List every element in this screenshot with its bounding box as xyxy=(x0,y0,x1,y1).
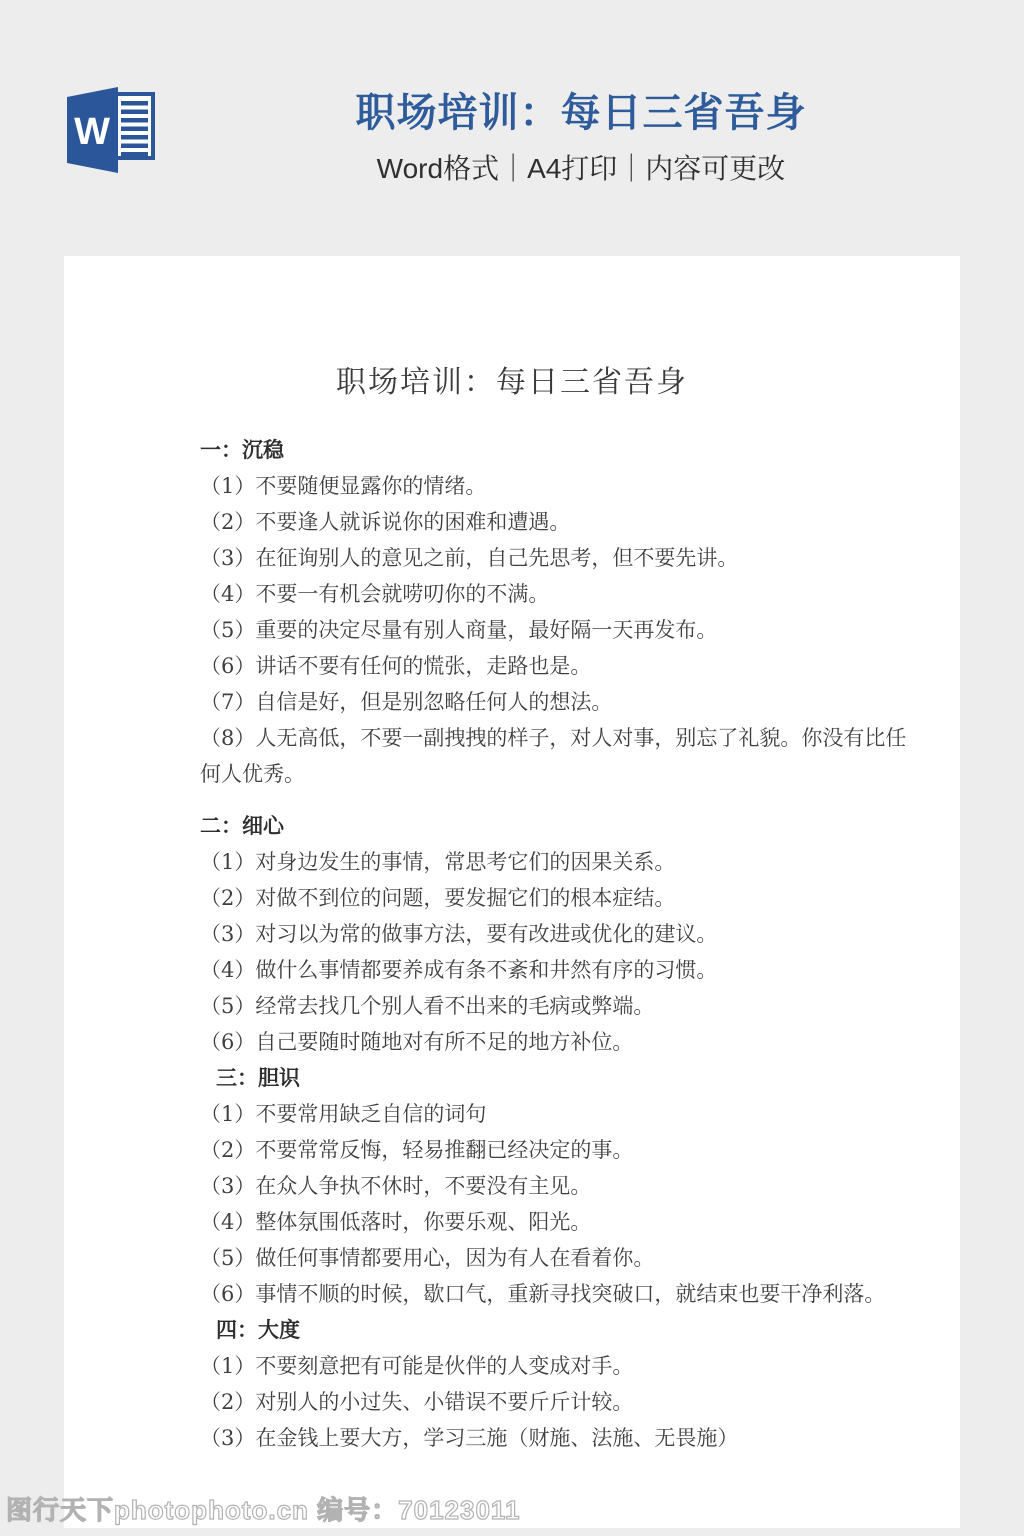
section-xixin xyxy=(200,808,912,1060)
doc-item: （1）不要刻意把有可能是伙伴的人变成对手。 xyxy=(200,1354,634,1378)
doc-item: （2）对做不到位的问题，要发掘它们的根本症结。 xyxy=(200,886,676,910)
section-heading: 三：胆识 xyxy=(216,1065,300,1090)
doc-item: （6）自己要随时随地对有所不足的地方补位。 xyxy=(200,1030,634,1054)
doc-item: （2）不要常常反悔，轻易推翻已经决定的事。 xyxy=(200,1138,634,1162)
word-file-icon xyxy=(65,84,157,176)
header-banner xyxy=(0,0,1024,256)
doc-item: （3）在征询别人的意见之前，自己先思考，但不要先讲。 xyxy=(200,546,739,570)
doc-item: （1）不要常用缺乏自信的词句 xyxy=(200,1102,487,1126)
watermark-text: 图行天下photophoto.cn 编号：70123011 xyxy=(6,1495,521,1525)
doc-item: （1）不要随便显露你的情绪。 xyxy=(200,474,487,498)
doc-item: （3）在众人争执不休时，不要没有主见。 xyxy=(200,1174,592,1198)
svg-text:W: W xyxy=(74,111,110,153)
bottom-strip xyxy=(0,1528,1024,1536)
document-page xyxy=(64,256,960,1528)
section-heading: 一：沉稳 xyxy=(200,437,284,462)
doc-item: （4）做什么事情都要养成有条不紊和井然有序的习惯。 xyxy=(200,958,718,982)
doc-item: （3）在金钱上要大方，学习三施（财施、法施、无畏施） xyxy=(200,1426,739,1450)
doc-item: （5）做任何事情都要用心，因为有人在看着你。 xyxy=(200,1246,655,1270)
section-danshi xyxy=(200,1060,912,1312)
section-dadu xyxy=(200,1312,912,1456)
doc-item: （6）事情不顺的时候，歇口气，重新寻找突破口，就结束也要干净利落。 xyxy=(200,1282,886,1306)
doc-item: （6）讲话不要有任何的慌张，走路也是。 xyxy=(200,654,592,678)
doc-item: （4）不要一有机会就唠叨你的不满。 xyxy=(200,582,550,606)
section-heading: 二：细心 xyxy=(200,813,284,838)
doc-item: （2）对别人的小过失、小错误不要斤斤计较。 xyxy=(200,1390,634,1414)
doc-item: （3）对习以为常的做事方法，要有改进或优化的建议。 xyxy=(200,922,718,946)
doc-item: （8）人无高低，不要一副拽拽的样子，对人对事，别忘了礼貌。你没有比任何人优秀。 xyxy=(200,726,907,786)
doc-item: （5）经常去找几个别人看不出来的毛病或弊端。 xyxy=(200,994,655,1018)
doc-item: （5）重要的决定尽量有别人商量，最好隔一天再发布。 xyxy=(200,618,718,642)
doc-item: （2）不要逢人就诉说你的困难和遭遇。 xyxy=(200,510,571,534)
section-chenwen xyxy=(200,432,912,792)
header-title: 职场培训：每日三省吾身 xyxy=(355,91,807,135)
section-heading: 四：大度 xyxy=(216,1317,300,1342)
document-content xyxy=(64,256,960,1456)
document-title: 职场培训：每日三省吾身 xyxy=(336,365,688,400)
doc-item: （7）自信是好，但是别忽略任何人的想法。 xyxy=(200,690,613,714)
header-subtitle: Word格式｜A4打印｜内容可更改 xyxy=(376,153,786,184)
doc-item: （4）整体氛围低落时，你要乐观、阳光。 xyxy=(200,1210,592,1234)
doc-item: （1）对身边发生的事情，常思考它们的因果关系。 xyxy=(200,850,676,874)
